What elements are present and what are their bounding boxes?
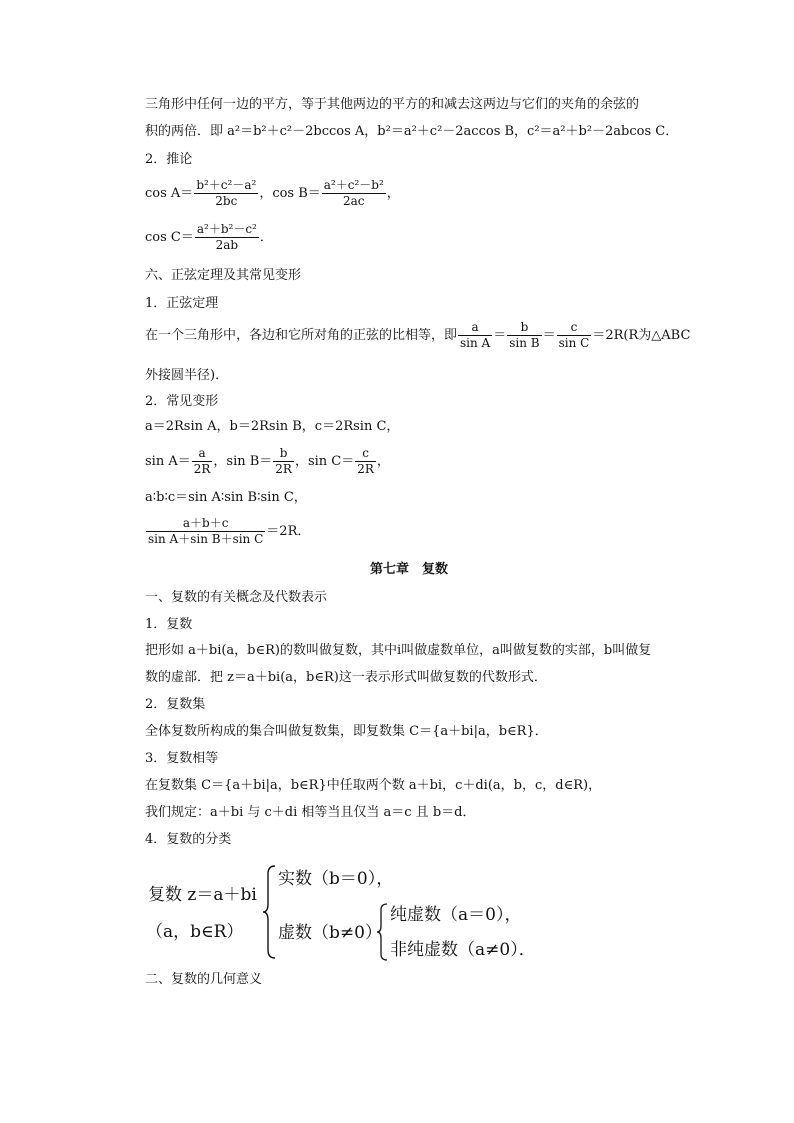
complex-eq-def-2: 我们规定：a＋bi 与 c＋di 相等当且仅当 a＝c 且 b＝d． [145,805,476,820]
sum-den: sin A＋sin B＋sin C [148,532,264,546]
sine-variant-2 [145,446,390,477]
sine-theorem-subheading: 1．正弦定理 [145,296,219,311]
sum-tail: ＝2R． [266,524,311,539]
corollary-heading: 2．推论 [145,152,193,167]
class-left-1: 复数 z＝a＋bi [148,885,257,905]
cosB-tail: ， [386,186,400,201]
sine-ratio: a∶b∶c＝sin A∶sin B∶sin C， [145,490,307,505]
big-brace-icon [262,864,276,960]
complex-sub3: 3．复数相等 [145,751,219,766]
class-nonpure: 非纯虚数（a≠0）． [390,940,536,960]
sinB-label: ，sin B＝ [213,454,273,469]
cosC-numerator: a²＋b²－c² [196,222,257,236]
sine-text-after: ＝2R(R为△ABC [592,328,691,343]
sine-fc-den: sin C [558,336,590,350]
sinA-den: 2R [193,462,211,476]
sine-fa-num: a [458,320,492,336]
sine-variants-heading: 2．常见变形 [145,394,219,409]
cosA-fraction [194,178,258,209]
sine-fc-num: c [557,320,592,336]
sine-theorem-line2: 外接圆半径)． [145,368,229,383]
sinC-fraction [355,446,376,477]
cosB-label: ，cos B＝ [259,186,321,201]
cos-formula-ab [145,178,400,209]
complex-def-1: 把形如 a＋bi(a，b∈R)的数叫做复数，其中i叫做虚数单位，a叫做复数的实部，b叫做复 [145,643,652,658]
sinA-num: a [192,446,213,462]
eq-sign-2: ＝ [542,328,556,343]
chapter-title: 第七章 复数 [370,562,449,577]
cosine-theorem-text-2: 积的两倍．即 a²＝b²＋c²－2bccos A，b²＝a²＋c²－2accos B，c²＝a²＋b²－2abcos C． [145,124,679,139]
complex-sub2: 2．复数集 [145,697,206,712]
sine-fb-den: sin B [509,336,540,350]
class-pure: 纯虚数（a＝0）， [390,905,522,925]
sinC-label: ，sin C＝ [294,454,355,469]
complex-sec2-heading: 二、复数的几何意义 [145,972,263,987]
sine-text-before: 在一个三角形中，各边和它所对角的正弦的比相等，即 [145,328,458,343]
sine-variant-last [145,516,310,547]
sinA-label: sin A＝ [145,454,191,469]
sinB-fraction [273,446,294,477]
cosC-denominator: 2ab [215,238,239,252]
sine-variant-1: a＝2Rsin A，b＝2Rsin B，c＝2Rsin C， [145,419,400,434]
cosB-denominator: 2ac [343,194,365,208]
cosA-denominator: 2bc [215,194,238,208]
cosC-tail: ． [259,230,273,245]
class-left-2: （a，b∈R） [146,922,244,942]
cosA-label: cos A＝ [145,186,194,201]
sine-fb-num: b [507,320,541,336]
sine-fraction-b [507,320,541,351]
cosB-fraction [322,178,386,209]
class-imag: 虚数（b≠0） [278,923,382,943]
complex-sec1-heading: 一、复数的有关概念及代数表示 [145,590,328,605]
sinB-num: b [273,446,294,462]
sine-fraction-c [557,320,592,351]
sinA-fraction [192,446,213,477]
cos-formula-c [145,222,273,253]
sine-section-heading: 六、正弦定理及其常见变形 [145,268,302,283]
cosB-numerator: a²＋c²－b² [323,178,384,192]
cosC-fraction [195,222,259,253]
sinC-den: 2R [357,462,374,476]
sinC-tail: ， [376,454,390,469]
sinC-num: c [355,446,376,462]
complex-sub4: 4．复数的分类 [145,832,232,847]
sine-fraction-a [458,320,492,351]
cosA-numerator: b²＋c²－a² [196,178,257,192]
cosC-label: cos C＝ [145,230,194,245]
complex-def-2: 数的虚部．把 z＝a＋bi(a，b∈R)这一表示形式叫做复数的代数形式． [145,670,547,685]
sine-fa-den: sin A [460,336,491,350]
sine-theorem-statement [145,320,690,351]
sinB-den: 2R [275,462,292,476]
small-brace-icon [376,902,388,962]
cosine-theorem-text-1: 三角形中任何一边的平方，等于其他两边的平方的和减去这两边与它们的夹角的余弦的 [145,97,640,112]
complex-sub1: 1．复数 [145,617,193,632]
complex-set-def: 全体复数所构成的集合叫做复数集，即复数集 C＝{a＋bi|a，b∈R}． [145,724,548,739]
class-real: 实数（b＝0）， [278,869,394,889]
eq-sign-1: ＝ [493,328,507,343]
sum-num: a＋b＋c [146,516,265,532]
sum-fraction [146,516,265,547]
complex-eq-def-1: 在复数集 C＝{a＋bi|a，b∈R}中任取两个数 a＋bi，c＋di(a，b，c，d∈R)， [145,778,602,793]
